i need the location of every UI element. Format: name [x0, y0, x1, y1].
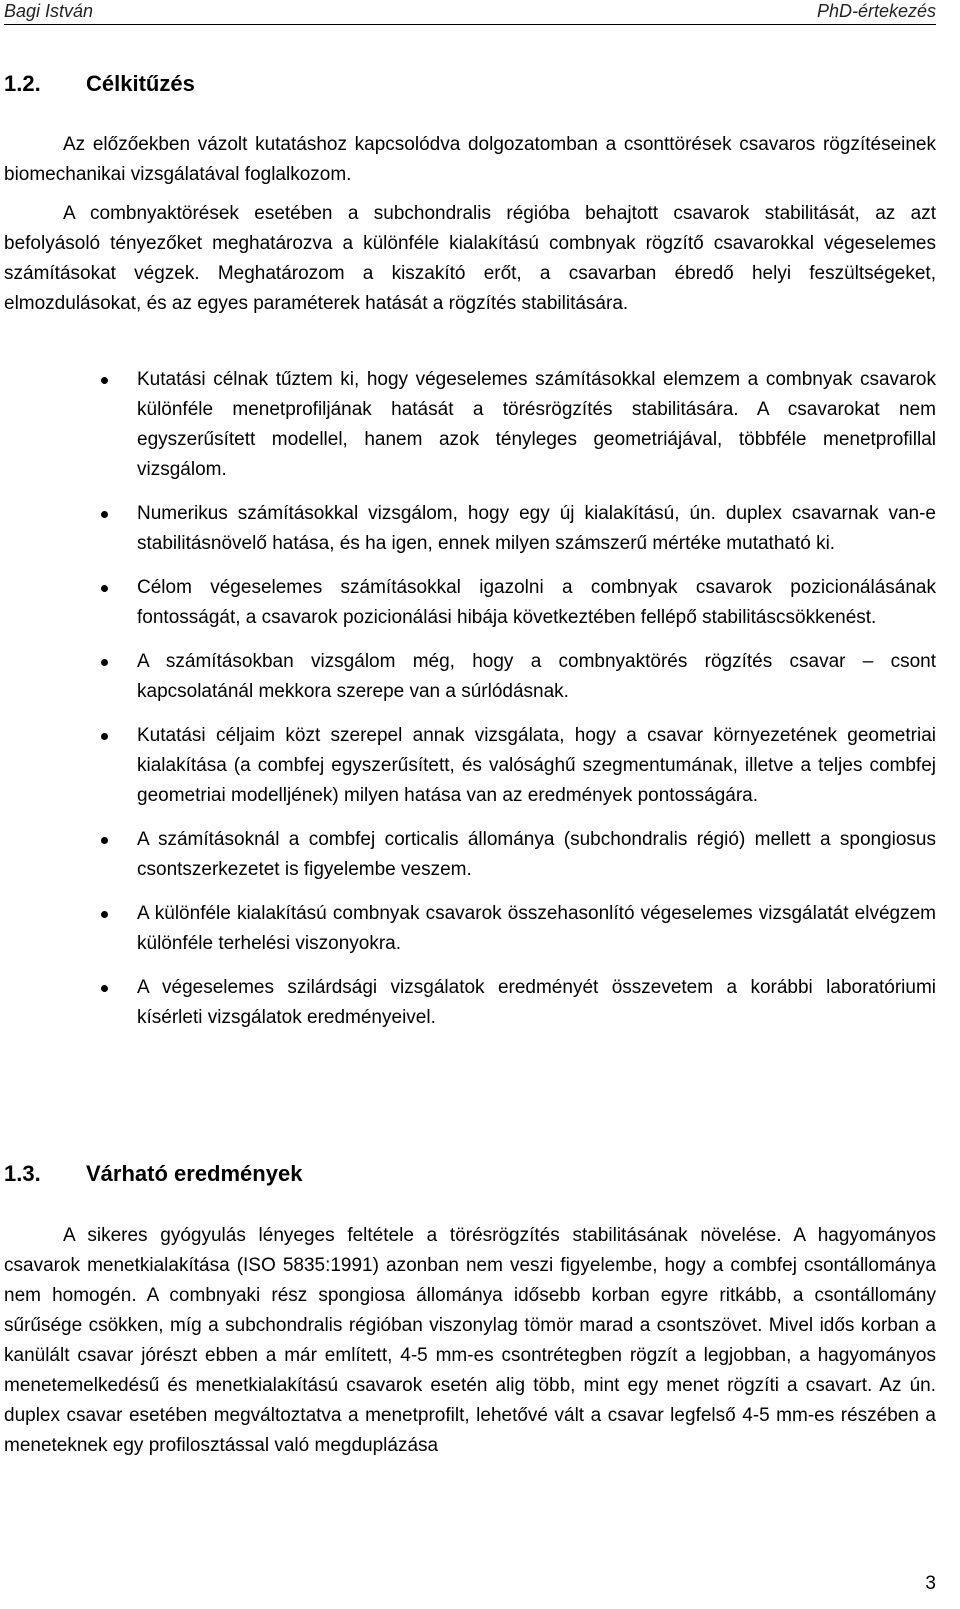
- bullet-icon: [101, 511, 108, 518]
- objectives-list: [4, 365, 936, 1047]
- list-item-text: Numerikus számításokkal vizsgálom, hogy egy új kialakítású, ún. duplex csavarnak van-e stabilitásnövelő hatása, és ha igen, ennek milyen számszerű mértéke mutatható ki.: [137, 503, 936, 554]
- list-item: [4, 721, 936, 811]
- list-item-text: A különféle kialakítású combnyak csavarok összehasonlító végeselemes vizsgálatát elvégzem különféle terhelési viszonyokra.: [137, 903, 936, 954]
- results-paragraph: A sikeres gyógyulás lényeges feltétele a törésrögzítés stabilitásának növelése. A hagyományos csavarok menetkialakítása (ISO 5835:1991) azonban nem veszi figyelembe, hogy a combfej csontállománya nem homogén. A combnyaki rész spongiosa állománya idősebb korban egyre ritkább, a csontállomány sűrűsége csökken, míg a subchondralis régióban viszonylag tömör marad a csontszövet. Mivel idős korban a kanülált csavar jórészt ebben a már említett, 4-5 mm-es csontrétegben rögzít a legjobban, a hagyományos menetemelkedésű és menetkialakítású csavarok esetén alig több, mint egy menet rögzíti a csavart. Az ún. duplex csavar esetében megváltoztatva a menetprofilt, lehetővé vált a csavar legfelső 4-5 mm-es részében a meneteknek egy profilosztással való megduplázása: [4, 1225, 936, 1456]
- list-item-text: Kutatási céljaim közt szerepel annak vizsgálata, hogy a csavar környezetének geometriai kialakítása (a combfej egyszerűsített, és valósághű szegmentumának, illetve a teljes combfej geometriai modelljének) milyen hatása van az eredmények pontosságára.: [137, 725, 936, 806]
- page-number: 3: [925, 1573, 936, 1594]
- bullet-icon: [101, 837, 108, 844]
- list-item-text: A végeselemes szilárdsági vizsgálatok eredményét összevetem a korábbi laboratóriumi kísérleti vizsgálatok eredményeivel.: [137, 977, 936, 1028]
- list-item: [4, 899, 936, 959]
- bullet-icon: [101, 985, 108, 992]
- section-number: 1.3.: [4, 1161, 41, 1186]
- list-item: [4, 825, 936, 885]
- header-author: Bagi István: [4, 1, 94, 21]
- section-number: 1.2.: [4, 71, 41, 96]
- bullet-icon: [101, 911, 108, 918]
- list-item: [4, 499, 936, 559]
- intro-block: [4, 130, 936, 319]
- bullet-icon: [101, 659, 108, 666]
- header-doc-type: PhD-értekezés: [816, 1, 936, 21]
- bullet-icon: [101, 733, 108, 740]
- list-item: [4, 973, 936, 1033]
- list-item-text: Célom végeselemes számításokkal igazolni a combnyak csavarok pozicionálásának fontosságát, a csavarok pozicionálási hibája következtében fellépő stabilitáscsökkenést.: [137, 577, 936, 628]
- list-item-text: A számításokban vizsgálom még, hogy a combnyaktörés rögzítés csavar – csont kapcsolatánál mekkora szerepe van a súrlódásnak.: [137, 651, 936, 702]
- page-header: [4, 0, 936, 25]
- bullet-icon: [101, 377, 108, 384]
- intro-paragraph: Az előzőekben vázolt kutatáshoz kapcsolódva dolgozatomban a csonttörések csavaros rögzítéseinek biomechanikai vizsgálatával foglalkozom.: [4, 134, 936, 185]
- list-item: [4, 647, 936, 707]
- list-item: [4, 365, 936, 485]
- section-title: Várható eredmények: [86, 1161, 303, 1186]
- intro-paragraph: A combnyaktörések esetében a subchondralis régióba behajtott csavarok stabilitását, az azt befolyásoló tényezőket meghatározva a különféle kialakítású combnyak rögzítő csavarokkal végeselemes számításokat végzek. Meghatározom a kiszakító erőt, a csavarban ébredő helyi feszültségeket, elmozdulásokat, és az egyes paraméterek hatását a rögzítés stabilitására.: [4, 203, 936, 314]
- bullet-icon: [101, 585, 108, 592]
- section-title: Célkitűzés: [86, 71, 195, 96]
- results-block: [4, 1221, 936, 1461]
- list-item-text: Kutatási célnak tűztem ki, hogy végeselemes számításokkal elemzem a combnyak csavarok különféle menetprofiljának hatását a törésrögzítés stabilitására. A csavarokat nem egyszerűsített modellel, hanem azok tényleges geometriájával, többféle menetprofillal vizsgálom.: [137, 369, 936, 480]
- list-item-text: A számításoknál a combfej corticalis állománya (subchondralis régió) mellett a spongiosus csontszerkezetet is figyelembe veszem.: [137, 829, 936, 880]
- list-item: [4, 573, 936, 633]
